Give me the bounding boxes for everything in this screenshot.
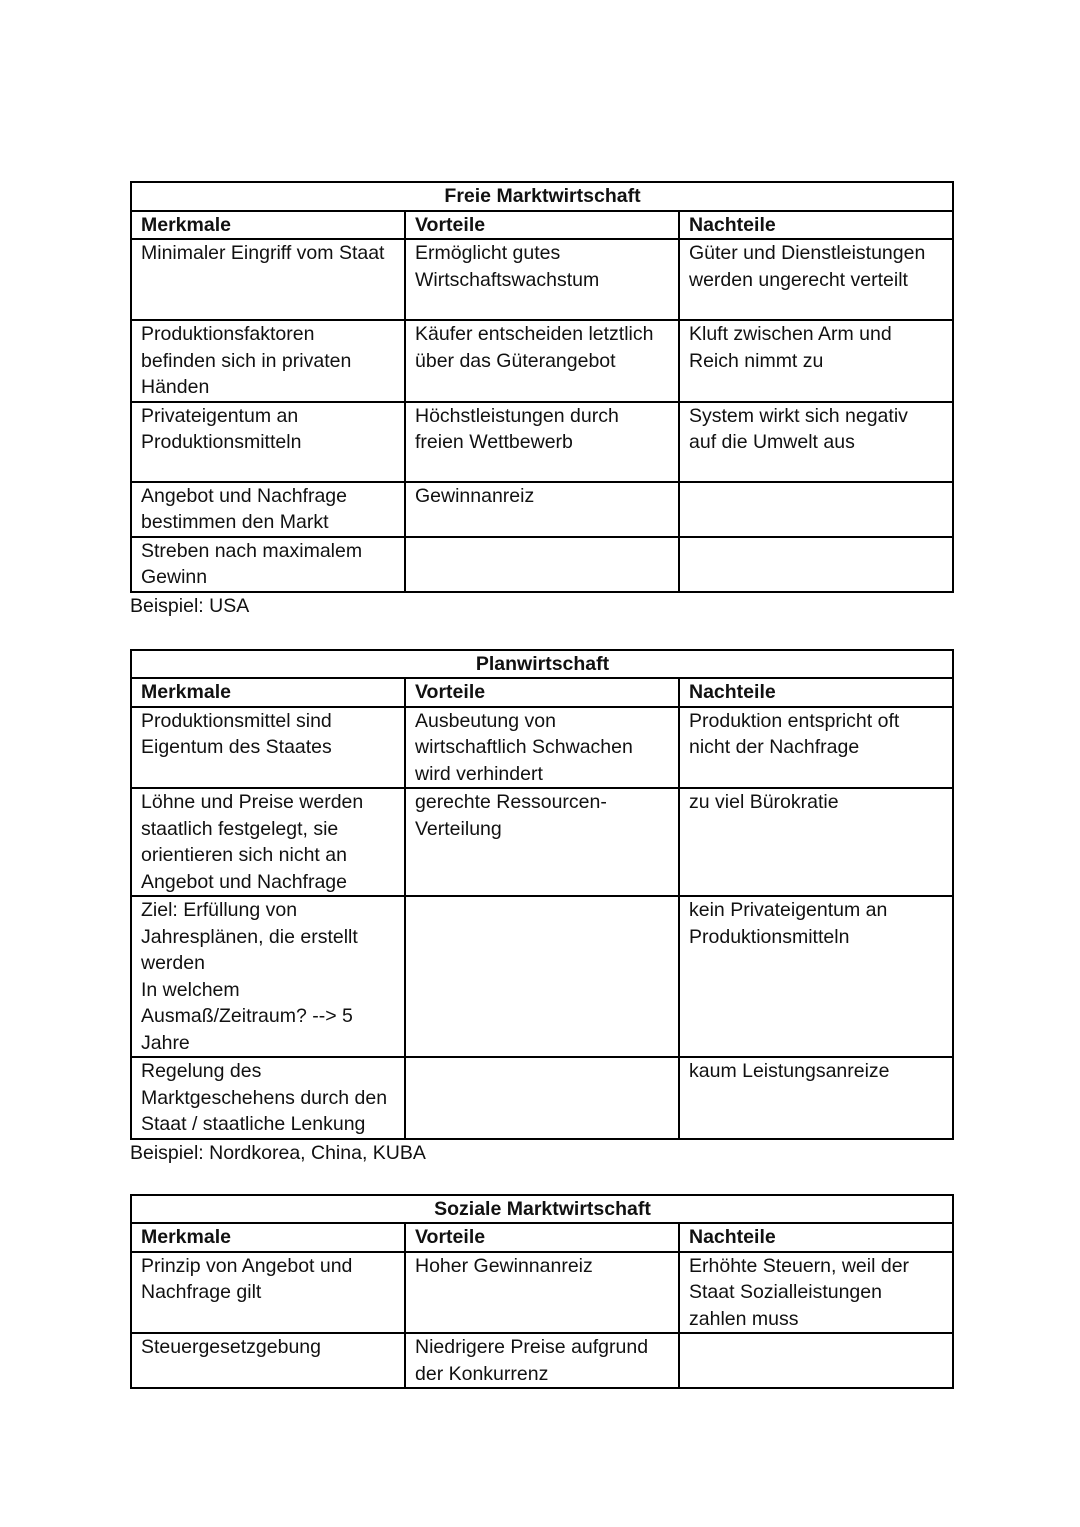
cell-vorteil: Käufer entscheiden letztlich über das Güterangebot xyxy=(405,320,679,402)
cell-merkmal: Regelung des Marktgeschehens durch den Staat / staatliche Lenkung xyxy=(131,1057,405,1139)
cell-vorteil: gerechte Ressourcen- Verteilung xyxy=(405,788,679,896)
table-planwirtschaft xyxy=(130,649,954,1140)
cell-nachteil xyxy=(679,482,953,537)
cell-merkmal: Produktionsmittel sind Eigentum des Staates xyxy=(131,707,405,789)
cell-merkmal: Prinzip von Angebot und Nachfrage gilt xyxy=(131,1252,405,1334)
cell-vorteil: Höchstleistungen durch freien Wettbewerb xyxy=(405,402,679,482)
table-title: Freie Marktwirtschaft xyxy=(131,182,953,211)
document-page xyxy=(130,181,952,1389)
cell-vorteil xyxy=(405,537,679,592)
table-row xyxy=(131,482,953,537)
cell-vorteil: Gewinnanreiz xyxy=(405,482,679,537)
cell-nachteil: Produktion entspricht oft nicht der Nachfrage xyxy=(679,707,953,789)
cell-nachteil xyxy=(679,537,953,592)
cell-nachteil: kein Privateigentum an Produktionsmitteln xyxy=(679,896,953,1057)
cell-vorteil xyxy=(405,896,679,1057)
table-row xyxy=(131,1057,953,1139)
header-vorteile: Vorteile xyxy=(405,1223,679,1252)
cell-nachteil: Güter und Dienstleistungen werden ungerecht verteilt xyxy=(679,239,953,320)
cell-merkmal: Streben nach maximalem Gewinn xyxy=(131,537,405,592)
header-vorteile: Vorteile xyxy=(405,678,679,707)
cell-vorteil: Niedrigere Preise aufgrund der Konkurrenz xyxy=(405,1333,679,1388)
cell-nachteil: System wirkt sich negativ auf die Umwelt aus xyxy=(679,402,953,482)
cell-merkmal: Minimaler Eingriff vom Staat xyxy=(131,239,405,320)
cell-vorteil: Ermöglicht gutes Wirtschaftswachstum xyxy=(405,239,679,320)
cell-nachteil: Erhöhte Steuern, weil der Staat Sozialleistungen zahlen muss xyxy=(679,1252,953,1334)
table-row xyxy=(131,537,953,592)
cell-merkmal: Ziel: Erfüllung von Jahresplänen, die erstellt werden In welchem Ausmaß/Zeitraum? --> 5 Jahre xyxy=(131,896,405,1057)
cell-vorteil xyxy=(405,1057,679,1139)
table-row xyxy=(131,1252,953,1334)
table-row xyxy=(131,707,953,789)
table-freie-marktwirtschaft xyxy=(130,181,954,593)
cell-merkmal: Privateigentum an Produktionsmitteln xyxy=(131,402,405,482)
table-row xyxy=(131,320,953,402)
cell-merkmal: Steuergesetzgebung xyxy=(131,1333,405,1388)
table-title: Planwirtschaft xyxy=(131,650,953,679)
table-row xyxy=(131,896,953,1057)
header-merkmale: Merkmale xyxy=(131,211,405,240)
cell-merkmal: Angebot und Nachfrage bestimmen den Markt xyxy=(131,482,405,537)
header-merkmale: Merkmale xyxy=(131,678,405,707)
example-text: Beispiel: USA xyxy=(130,594,250,617)
header-nachteile: Nachteile xyxy=(679,1223,953,1252)
cell-nachteil: zu viel Bürokratie xyxy=(679,788,953,896)
table-row xyxy=(131,1333,953,1388)
table-soziale-marktwirtschaft xyxy=(130,1194,954,1390)
cell-nachteil: Kluft zwischen Arm und Reich nimmt zu xyxy=(679,320,953,402)
table-row xyxy=(131,402,953,482)
cell-vorteil: Ausbeutung von wirtschaftlich Schwachen wird verhindert xyxy=(405,707,679,789)
example-text: Beispiel: Nordkorea, China, KUBA xyxy=(130,1141,426,1164)
table-row xyxy=(131,239,953,320)
header-nachteile: Nachteile xyxy=(679,211,953,240)
cell-nachteil: kaum Leistungsanreize xyxy=(679,1057,953,1139)
cell-vorteil: Hoher Gewinnanreiz xyxy=(405,1252,679,1334)
cell-merkmal: Produktionsfaktoren befinden sich in privaten Händen xyxy=(131,320,405,402)
header-merkmale: Merkmale xyxy=(131,1223,405,1252)
table-row xyxy=(131,788,953,896)
cell-merkmal: Löhne und Preise werden staatlich festgelegt, sie orientieren sich nicht an Angebot und Nachfrage xyxy=(131,788,405,896)
header-vorteile: Vorteile xyxy=(405,211,679,240)
table-title: Soziale Marktwirtschaft xyxy=(131,1195,953,1224)
header-nachteile: Nachteile xyxy=(679,678,953,707)
cell-nachteil xyxy=(679,1333,953,1388)
